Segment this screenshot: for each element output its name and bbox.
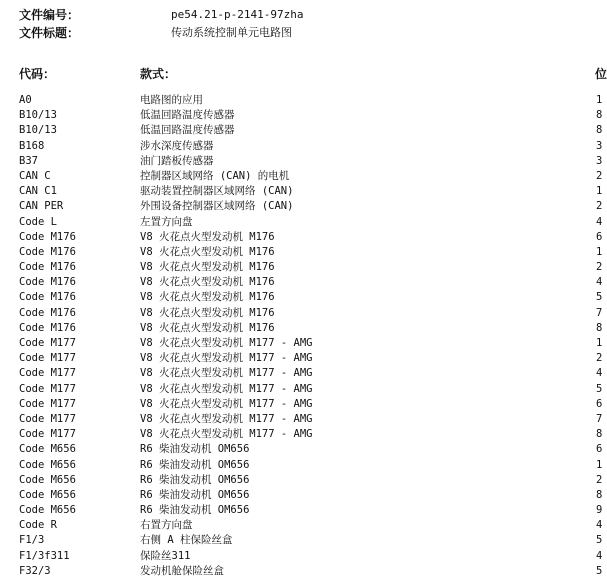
column-header-description: 款式：	[140, 67, 177, 81]
table-row	[0, 427, 603, 442]
row-code: Code M176	[19, 245, 76, 258]
column-header-position: 位	[595, 67, 607, 81]
row-position: 4	[596, 549, 603, 562]
row-description: V8 火花点火型发动机 M176	[140, 230, 275, 243]
row-position: 4	[596, 276, 603, 289]
row-code: Code M177	[19, 367, 76, 380]
row-code: B10/13	[19, 124, 57, 137]
table-row	[0, 245, 603, 260]
row-code: Code M176	[19, 276, 76, 289]
table-row	[0, 199, 603, 214]
row-description: V8 火花点火型发动机 M177 - AMG	[140, 397, 313, 410]
row-code: Code M656	[19, 488, 76, 501]
row-description: R6 柴油发动机 OM656	[140, 458, 250, 471]
table-row	[0, 382, 603, 397]
table-row	[0, 215, 603, 230]
row-description: R6 柴油发动机 OM656	[140, 473, 250, 486]
row-description: V8 火花点火型发动机 M177 - AMG	[140, 428, 313, 441]
table-row	[0, 351, 603, 366]
row-description: R6 柴油发动机 OM656	[140, 488, 250, 501]
row-code: F32/3	[19, 564, 51, 577]
row-position: 2	[596, 169, 603, 182]
table-row	[0, 108, 603, 123]
table-row	[0, 336, 603, 351]
table-row	[0, 397, 603, 412]
table-row	[0, 123, 603, 138]
row-position: 4	[596, 215, 603, 228]
row-position: 7	[596, 412, 603, 425]
table-row	[0, 549, 603, 564]
row-position: 9	[596, 504, 603, 517]
row-code: CAN C	[19, 169, 51, 182]
row-description: 外围设备控制器区域网络 (CAN)	[140, 200, 294, 213]
row-description: V8 火花点火型发动机 M176	[140, 321, 275, 334]
table-row	[0, 473, 603, 488]
row-code: Code M177	[19, 352, 76, 365]
table-row	[0, 154, 603, 169]
table-row	[0, 518, 603, 533]
row-code: Code M656	[19, 504, 76, 517]
table-row	[0, 230, 603, 245]
table-row	[0, 306, 603, 321]
row-description: V8 火花点火型发动机 M177 - AMG	[140, 412, 313, 425]
table-row	[0, 503, 603, 518]
table-row	[0, 184, 603, 199]
row-code: Code M177	[19, 397, 76, 410]
row-position: 1	[596, 458, 603, 471]
table-row	[0, 275, 603, 290]
row-code: Code M177	[19, 412, 76, 425]
row-description: 右侧 A 柱保险丝盒	[140, 534, 233, 547]
table-row	[0, 488, 603, 503]
table-row	[0, 533, 603, 548]
row-position: 7	[596, 306, 603, 319]
row-description: V8 火花点火型发动机 M176	[140, 306, 275, 319]
row-description: 低温回路温度传感器	[140, 109, 235, 122]
row-position: 1	[596, 337, 603, 349]
column-header-code: 代码：	[19, 67, 56, 81]
row-code: Code M177	[19, 382, 76, 395]
row-code: Code M176	[19, 230, 76, 243]
row-code: Code M176	[19, 261, 76, 274]
row-position: 3	[596, 154, 603, 167]
row-position: 5	[596, 291, 603, 304]
row-position: 6	[596, 397, 603, 410]
row-description: V8 火花点火型发动机 M177 - AMG	[140, 337, 313, 349]
row-description: 发动机舱保险丝盒	[140, 564, 224, 577]
row-description: 油门踏板传感器	[140, 154, 214, 167]
document-number-label: 文件编号：	[19, 8, 80, 22]
row-position: 2	[596, 473, 603, 486]
row-code: Code L	[19, 215, 57, 228]
row-description: V8 火花点火型发动机 M176	[140, 245, 275, 258]
row-position: 5	[596, 382, 603, 395]
row-description: 右置方向盘	[140, 519, 193, 532]
row-description: R6 柴油发动机 OM656	[140, 443, 250, 456]
table-row	[0, 366, 603, 381]
table-row	[0, 93, 603, 108]
row-code: Code M176	[19, 306, 76, 319]
table-row	[0, 564, 603, 579]
row-code: Code M656	[19, 443, 76, 456]
row-description: V8 火花点火型发动机 M177 - AMG	[140, 382, 313, 395]
table-row	[0, 290, 603, 305]
row-code: Code M176	[19, 291, 76, 304]
row-code: Code M176	[19, 321, 76, 334]
row-position: 8	[596, 124, 603, 137]
row-code: Code M656	[19, 458, 76, 471]
table-row	[0, 458, 603, 473]
row-code: F1/3f311	[19, 549, 70, 562]
row-position: 1	[596, 185, 603, 198]
row-code: Code R	[19, 519, 57, 532]
component-list	[0, 93, 603, 579]
row-description: 驱动装置控制器区域网络 (CAN)	[140, 185, 294, 198]
row-position: 8	[596, 109, 603, 122]
row-description: V8 火花点火型发动机 M177 - AMG	[140, 352, 313, 365]
document-title-label: 文件标题：	[19, 26, 80, 40]
row-position: 5	[596, 564, 603, 577]
row-code: F1/3	[19, 534, 45, 547]
row-code: B10/13	[19, 109, 57, 122]
row-position: 2	[596, 261, 603, 274]
table-row	[0, 442, 603, 457]
row-position: 1	[596, 245, 603, 258]
row-code: CAN C1	[19, 185, 57, 198]
row-position: 8	[596, 488, 603, 501]
row-position: 4	[596, 519, 603, 532]
row-description: V8 火花点火型发动机 M176	[140, 261, 275, 274]
row-position: 6	[596, 230, 603, 243]
row-code: A0	[19, 94, 32, 106]
row-description: V8 火花点火型发动机 M176	[140, 276, 275, 289]
row-description: 保险丝311	[140, 549, 191, 562]
table-row	[0, 321, 603, 336]
row-description: V8 火花点火型发动机 M177 - AMG	[140, 367, 313, 380]
table-row	[0, 139, 603, 154]
row-description: 低温回路温度传感器	[140, 124, 235, 137]
row-code: Code M656	[19, 473, 76, 486]
row-position: 2	[596, 200, 603, 213]
row-code: Code M177	[19, 337, 76, 349]
row-code: B37	[19, 154, 38, 167]
document-title-value: 传动系统控制单元电路图	[171, 26, 292, 39]
row-position: 3	[596, 139, 603, 152]
table-row	[0, 412, 603, 427]
row-position: 6	[596, 443, 603, 456]
row-position: 8	[596, 321, 603, 334]
row-code: Code M177	[19, 428, 76, 441]
row-description: 电路图的应用	[140, 94, 203, 106]
row-code: B168	[19, 139, 45, 152]
row-position: 2	[596, 352, 603, 365]
row-description: 控制器区域网络 (CAN) 的电机	[140, 169, 290, 182]
row-description: R6 柴油发动机 OM656	[140, 504, 250, 517]
row-description: V8 火花点火型发动机 M176	[140, 291, 275, 304]
table-row	[0, 260, 603, 275]
row-position: 8	[596, 428, 603, 441]
row-description: 涉水深度传感器	[140, 139, 214, 152]
row-code: CAN PER	[19, 200, 64, 213]
row-position: 1	[596, 94, 603, 106]
document-number-value: pe54.21-p-2141-97zha	[171, 8, 304, 21]
table-row	[0, 169, 603, 184]
row-description: 左置方向盘	[140, 215, 193, 228]
row-position: 5	[596, 534, 603, 547]
row-position: 4	[596, 367, 603, 380]
